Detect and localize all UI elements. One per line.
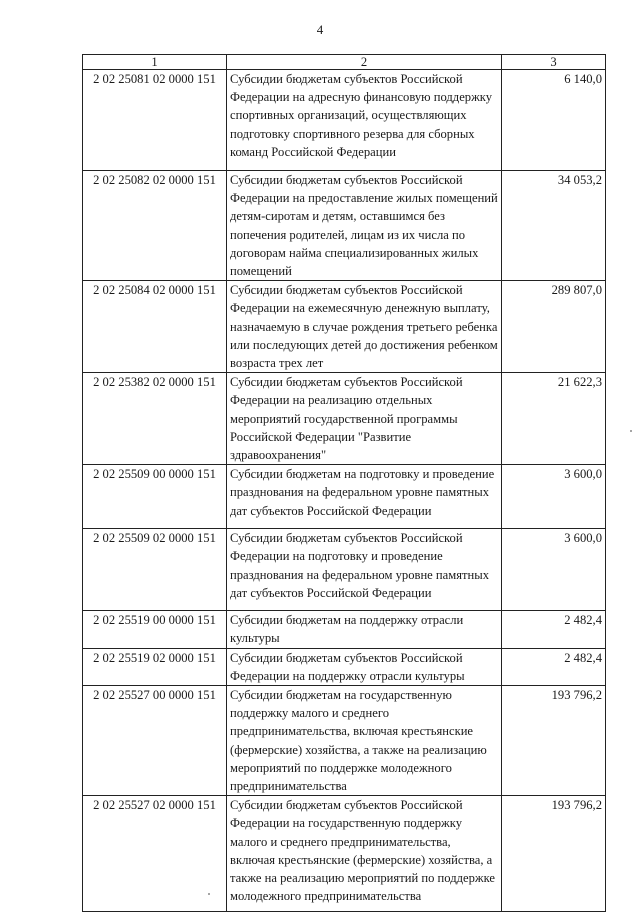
row-code: 2 02 25519 00 0000 151 [83,611,227,648]
row-code: 2 02 25382 02 0000 151 [83,373,227,465]
budget-table [82,54,606,912]
row-description: Субсидии бюджетам субъектов Российской Федерации на государственную поддержку малого и среднего предпринимательства, включая крестьянские (фермерские) хозяйства, а также на реализацию мероприятий по поддержке молодежного предпринимательства [227,796,502,912]
row-description: Субсидии бюджетам субъектов Российской Федерации на подготовку и проведение празднования на федеральном уровне памятных дат субъектов Российской Федерации [227,529,502,611]
row-code: 2 02 25084 02 0000 151 [83,281,227,373]
column-header-3: 3 [502,55,606,70]
row-description: Субсидии бюджетам субъектов Российской Федерации на ежемесячную денежную выплату, назначаемую в случае рождения третьего ребенка или последующих детей до достижения ребенком возраста трех лет [227,281,502,373]
row-code: 2 02 25082 02 0000 151 [83,171,227,281]
row-amount: 193 796,2 [502,796,606,912]
row-amount: 34 053,2 [502,171,606,281]
page-number: 4 [316,22,324,37]
column-header-1: 1 [83,55,227,70]
row-code: 2 02 25081 02 0000 151 [83,70,227,171]
row-description: Субсидии бюджетам субъектов Российской Федерации на поддержку отрасли культуры [227,648,502,685]
row-code: 2 02 25509 00 0000 151 [83,465,227,529]
row-code: 2 02 25527 02 0000 151 [83,796,227,912]
table-row [83,373,606,465]
scan-speck [208,893,210,895]
row-description: Субсидии бюджетам на подготовку и проведение празднования на федеральном уровне памятных дат субъектов Российской Федерации [227,465,502,529]
row-amount: 3 600,0 [502,465,606,529]
table-row [83,611,606,648]
row-amount: 3 600,0 [502,529,606,611]
row-description: Субсидии бюджетам на поддержку отрасли культуры [227,611,502,648]
row-code: 2 02 25527 00 0000 151 [83,686,227,796]
scan-speck [630,430,632,432]
row-code: 2 02 25519 02 0000 151 [83,648,227,685]
row-amount: 2 482,4 [502,648,606,685]
table-header-row [83,55,606,70]
table-row [83,465,606,529]
column-header-2: 2 [227,55,502,70]
row-amount: 6 140,0 [502,70,606,171]
table-row [83,686,606,796]
row-amount: 21 622,3 [502,373,606,465]
table-row [83,171,606,281]
table-row [83,529,606,611]
table-row [83,648,606,685]
row-amount: 193 796,2 [502,686,606,796]
table-row [83,281,606,373]
row-description: Субсидии бюджетам субъектов Российской Федерации на предоставление жилых помещений детям-сиротам и детям, оставшимся без попечения родителей, лицам из их числа по договорам найма специализированных жилых помещений [227,171,502,281]
row-amount: 2 482,4 [502,611,606,648]
row-code: 2 02 25509 02 0000 151 [83,529,227,611]
row-description: Субсидии бюджетам субъектов Российской Федерации на реализацию отдельных мероприятий государственной программы Российской Федерации "Развитие здравоохранения" [227,373,502,465]
table-row [83,70,606,171]
row-description: Субсидии бюджетам на государственную поддержку малого и среднего предпринимательства, включая крестьянские (фермерские) хозяйства, а также на реализацию мероприятий по поддержке молодежного предпринимательства [227,686,502,796]
row-description: Субсидии бюджетам субъектов Российской Федерации на адресную финансовую поддержку спортивных организаций, осуществляющих подготовку спортивного резерва для сборных команд Российской Федерации [227,70,502,171]
row-amount: 289 807,0 [502,281,606,373]
table-row [83,796,606,912]
